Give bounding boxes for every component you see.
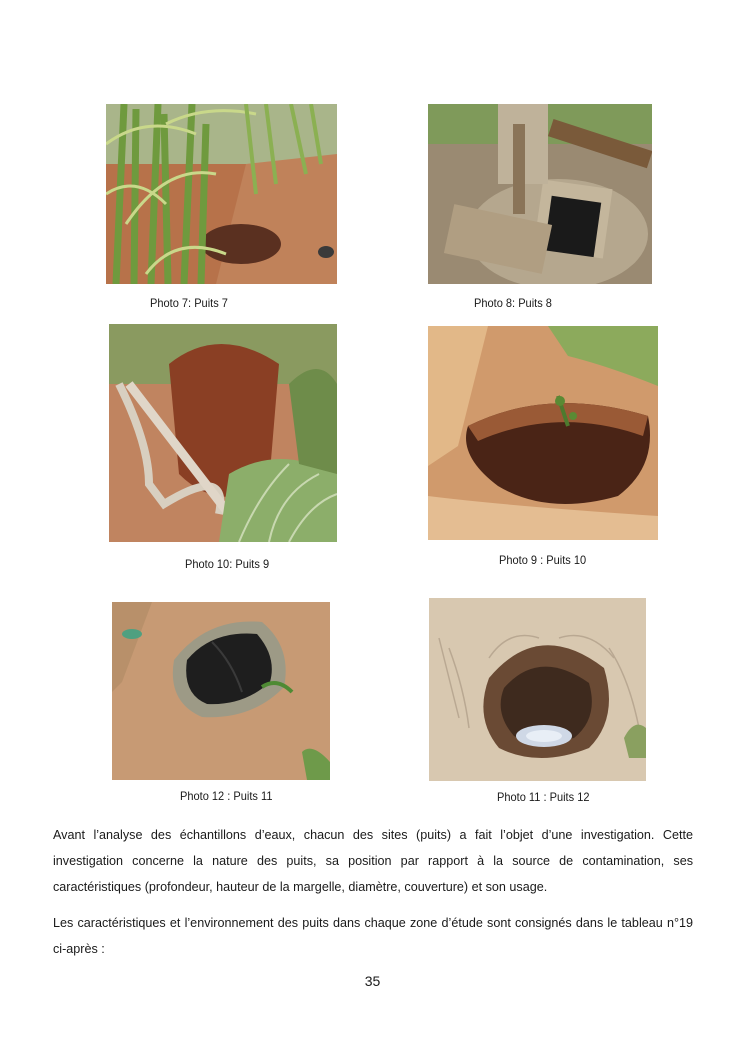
page-number: 35 (364, 973, 381, 989)
photo-puits-7 (106, 104, 337, 284)
caption-photo-10: Photo 10: Puits 9 (185, 557, 270, 571)
photo-puits-10 (428, 326, 658, 540)
caption-photo-8: Photo 8: Puits 8 (474, 296, 552, 310)
body-paragraph-tableau: Les caractéristiques et l’environnement des puits dans chaque zone d’étude sont consignés dans le tableau n°19 ci-après : (53, 916, 693, 956)
photo-puits-11 (112, 602, 330, 780)
body-paragraph-investigation: Avant l’analyse des échantillons d’eaux, chacun des sites (puits) a fait l’objet d’une investigation. Cette investigation concerne la nature des puits, sa position par rapport à la source de contamination, ses caractéristiques (profondeur, hauteur de la margelle, diamètre, couverture) et son usage. (53, 828, 693, 894)
photo-puits-8 (428, 104, 652, 284)
caption-photo-11: Photo 11 : Puits 12 (497, 790, 590, 804)
caption-photo-7: Photo 7: Puits 7 (150, 296, 228, 310)
photo-puits-12 (429, 598, 646, 781)
caption-photo-12: Photo 12 : Puits 11 (180, 789, 273, 803)
caption-photo-9: Photo 9 : Puits 10 (499, 553, 587, 567)
photo-puits-9 (109, 324, 337, 542)
